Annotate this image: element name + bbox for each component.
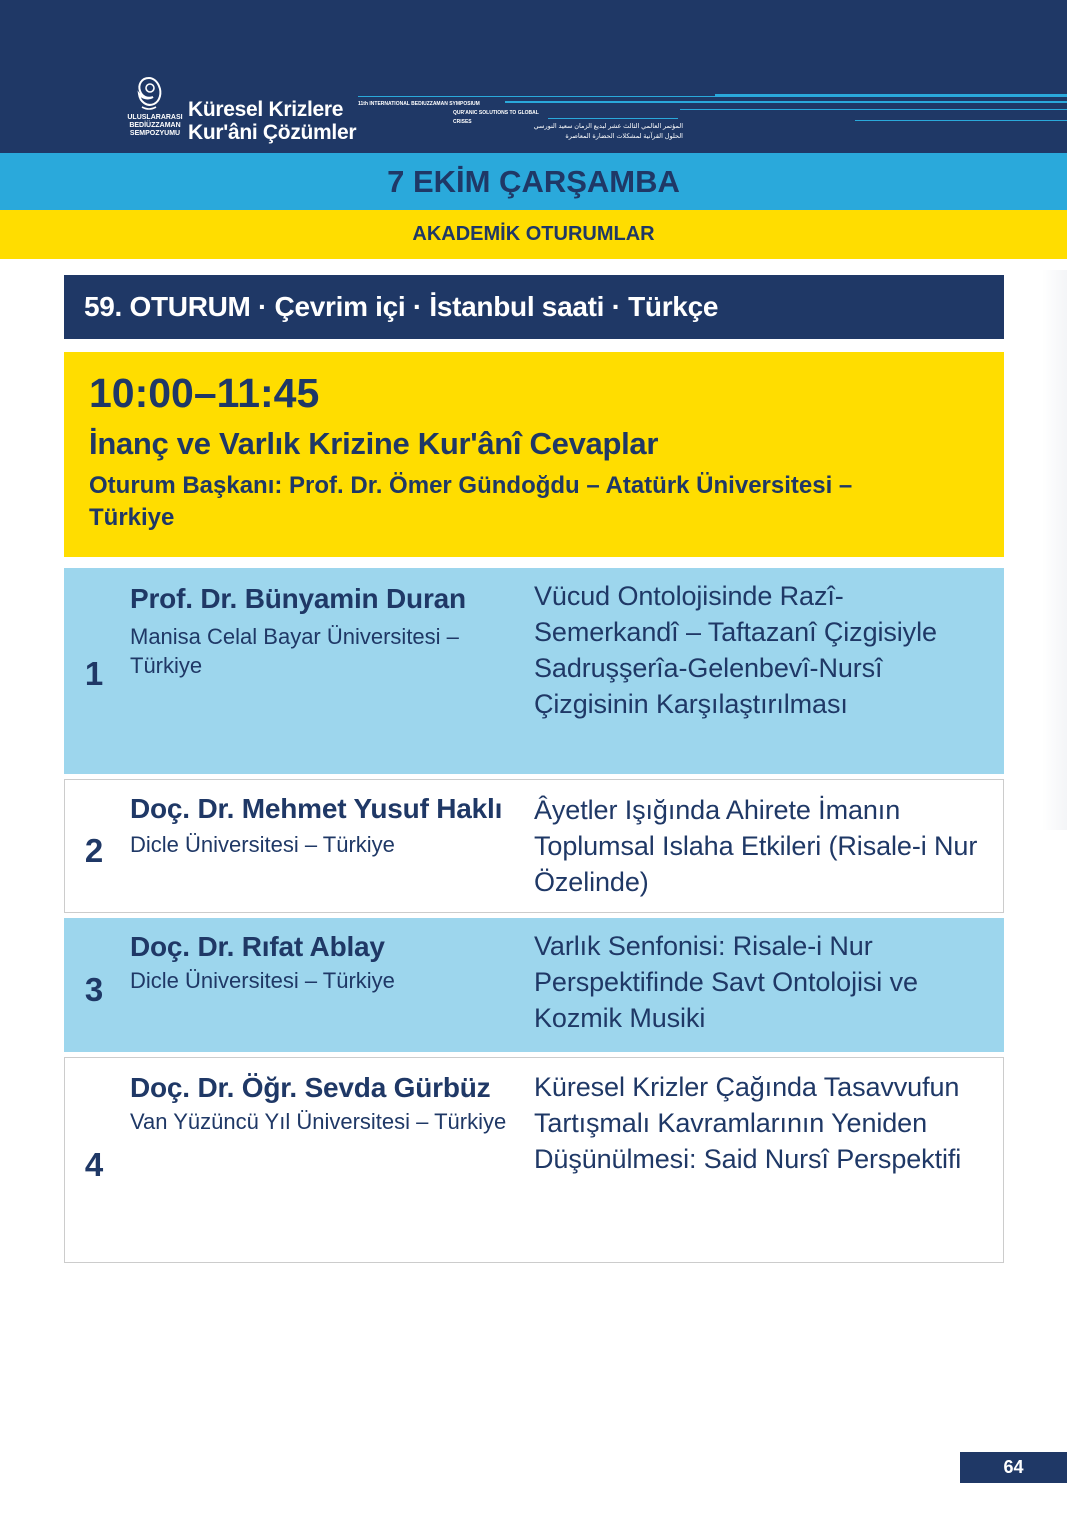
speaker-institution: Manisa Celal Bayar Üniversitesi – Türkiye bbox=[130, 624, 459, 678]
symposium-logo-icon bbox=[134, 76, 164, 112]
decor-line bbox=[358, 96, 1067, 97]
paper-title: Varlık Senfonisi: Risale-i Nur Perspektifinde Savt Ontolojisi ve Kozmik Musiki bbox=[534, 931, 918, 1033]
presentation-row bbox=[64, 1057, 1004, 1263]
speaker-name: Prof. Dr. Bünyamin Duran bbox=[130, 583, 466, 614]
presentation-row bbox=[64, 779, 1004, 913]
decor-line bbox=[680, 109, 1067, 110]
presentation-row bbox=[64, 918, 1004, 1052]
speaker-institution: Van Yüzüncü Yıl Üniversitesi – Türkiye bbox=[130, 1109, 507, 1134]
header-banner bbox=[0, 0, 1067, 153]
speaker-name: Doç. Dr. Rıfat Ablay bbox=[130, 931, 385, 962]
page-number: 64 bbox=[960, 1452, 1067, 1483]
speaker bbox=[130, 1069, 530, 1136]
presentation-number: 1 bbox=[84, 655, 104, 692]
speaker bbox=[130, 790, 520, 859]
arabic-subtitle: المؤتمر العالمي الثالث عشر لبديع الزمان سعيد النورسي الحلول القرآنية لمشكلات الحضارة المعاصرة bbox=[533, 123, 683, 140]
session-topic: İnanç ve Varlık Krizine Kur'ânî Cevaplar bbox=[89, 426, 659, 461]
decor-line bbox=[505, 101, 1067, 103]
paper-title: Âyetler Işığında Ahirete İmanın Toplumsal Islaha Etkileri (Risale-i Nur Özelinde) bbox=[534, 795, 978, 897]
session-info bbox=[64, 352, 1004, 557]
logo-title: Küresel Krizlere Kur'âni Çözümler bbox=[188, 98, 357, 144]
english-subtitle: 11th INTERNATIONAL BEDIUZZAMAN SYMPOSIUM QUR'ANIC SOLUTIONS TO GLOBAL CRISES bbox=[358, 101, 539, 125]
logo-subtitle: ULUSLARARASI BEDİÜZZAMAN SEMPOZYUMU bbox=[127, 114, 183, 137]
paper-title: Küresel Krizler Çağında Tasavvufun Tartışmalı Kavramlarının Yeniden Düşünülmesi: Said Nursî Perspektifi bbox=[534, 1072, 962, 1174]
decor-line bbox=[855, 120, 1067, 121]
speaker bbox=[130, 928, 530, 995]
paper-title: Vücud Ontolojisinde Razî-Semerkandî – Taftazanî Çizgisiyle Sadruşşerîa-Gelenbevî-Nursî Çizgisinin Karşılaştırılması bbox=[534, 581, 937, 719]
date-band: 7 EKİM ÇARŞAMBA bbox=[0, 153, 1067, 210]
speaker bbox=[130, 580, 530, 680]
presentation-number: 2 bbox=[84, 832, 104, 869]
presentation-number: 3 bbox=[84, 971, 104, 1008]
session-title: 59. OTURUM · Çevrim içi · İstanbul saati · Türkçe bbox=[64, 275, 1004, 339]
presentation-row bbox=[64, 568, 1004, 774]
decor-line bbox=[715, 94, 1067, 96]
speaker-institution: Dicle Üniversitesi – Türkiye bbox=[130, 968, 395, 993]
section-band: AKADEMİK OTURUMLAR bbox=[0, 210, 1067, 259]
speaker-institution: Dicle Üniversitesi – Türkiye bbox=[130, 832, 395, 857]
speaker-name: Doç. Dr. Mehmet Yusuf Haklı bbox=[130, 793, 503, 824]
session-time: 10:00–11:45 bbox=[89, 370, 320, 416]
speaker-name: Doç. Dr. Öğr. Sevda Gürbüz bbox=[130, 1072, 491, 1103]
session-chair: Oturum Başkanı: Prof. Dr. Ömer Gündoğdu – Atatürk Üniversitesi – Türkiye bbox=[89, 472, 853, 531]
decor-line bbox=[548, 118, 678, 119]
side-decoration bbox=[1042, 270, 1067, 830]
presentation-number: 4 bbox=[84, 1146, 104, 1183]
